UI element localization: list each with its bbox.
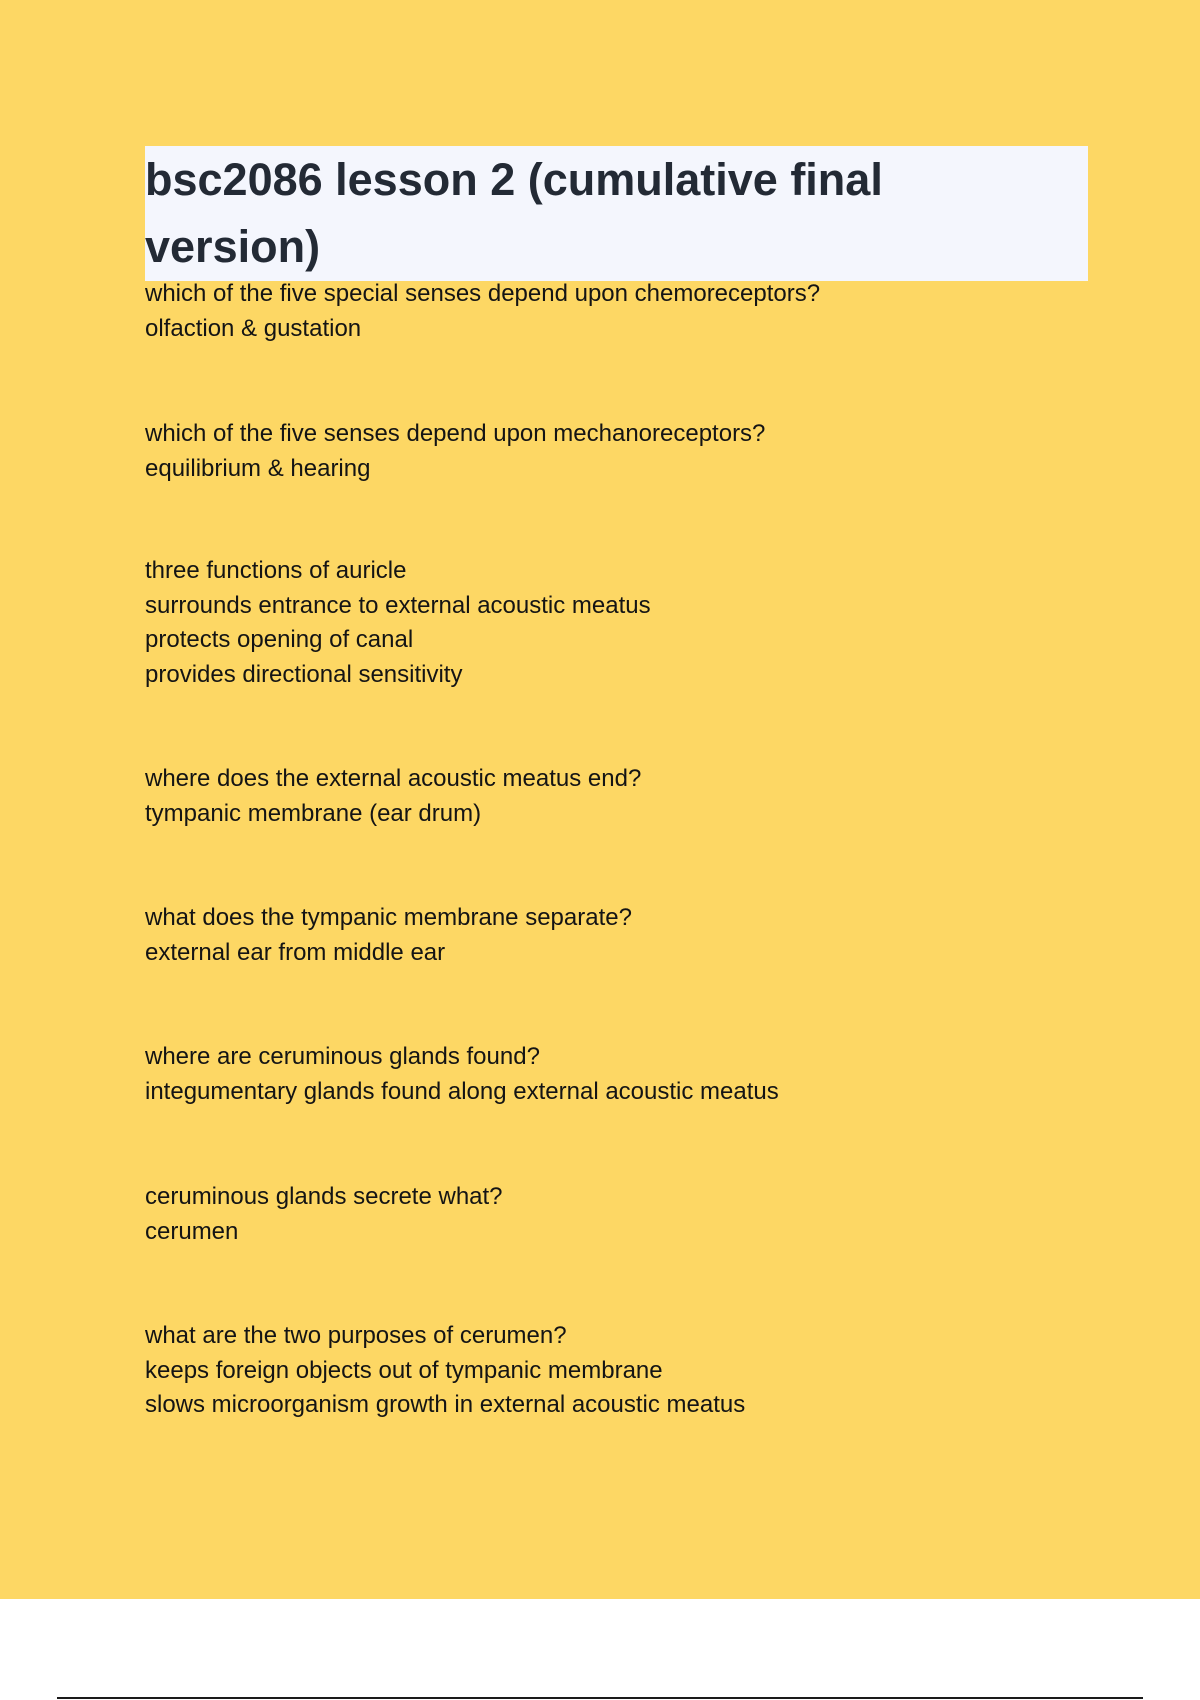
answer-text: slows microorganism growth in external acoustic meatus xyxy=(145,1391,746,1418)
answer-text: keeps foreign objects out of tympanic membrane xyxy=(145,1356,663,1384)
answer-text: olfaction & gustation xyxy=(145,314,362,342)
qa-item-3 xyxy=(145,554,1095,692)
question-text: which of the five senses depend upon mechanoreceptors? xyxy=(145,420,766,447)
question-text: where does the external acoustic meatus end? xyxy=(145,765,642,792)
question-text: what are the two purposes of cerumen? xyxy=(145,1322,567,1349)
qa-item-2 xyxy=(145,417,1095,486)
answer-text: integumentary glands found along external acoustic meatus xyxy=(145,1077,779,1105)
qa-item-5 xyxy=(145,901,1095,970)
qa-item-4 xyxy=(145,762,1095,831)
qa-item-6 xyxy=(145,1040,1095,1109)
footer-divider xyxy=(57,1697,1143,1699)
answer-text: equilibrium & hearing xyxy=(145,454,371,482)
qa-item-7 xyxy=(145,1180,1095,1249)
question-text: ceruminous glands secrete what? xyxy=(145,1183,503,1210)
answer-text: tympanic membrane (ear drum) xyxy=(145,799,482,827)
answer-text: external ear from middle ear xyxy=(145,938,446,966)
question-text: three functions of auricle xyxy=(145,557,407,584)
question-text: where are ceruminous glands found? xyxy=(145,1043,540,1070)
title-line-1: bsc2086 lesson 2 (cumulative final xyxy=(145,154,883,205)
question-text: what does the tympanic membrane separate? xyxy=(145,904,632,931)
answer-text: protects opening of canal xyxy=(145,626,414,653)
title-block xyxy=(145,146,1088,281)
answer-text: provides directional sensitivity xyxy=(145,660,463,688)
document-title xyxy=(145,146,1088,280)
question-text: which of the five special senses depend upon chemoreceptors? xyxy=(145,280,821,307)
title-line-2: version) xyxy=(145,221,321,272)
qa-item-1 xyxy=(145,277,1095,346)
answer-text: cerumen xyxy=(145,1217,239,1245)
answer-text: surrounds entrance to external acoustic meatus xyxy=(145,591,651,619)
qa-item-8 xyxy=(145,1319,1095,1423)
